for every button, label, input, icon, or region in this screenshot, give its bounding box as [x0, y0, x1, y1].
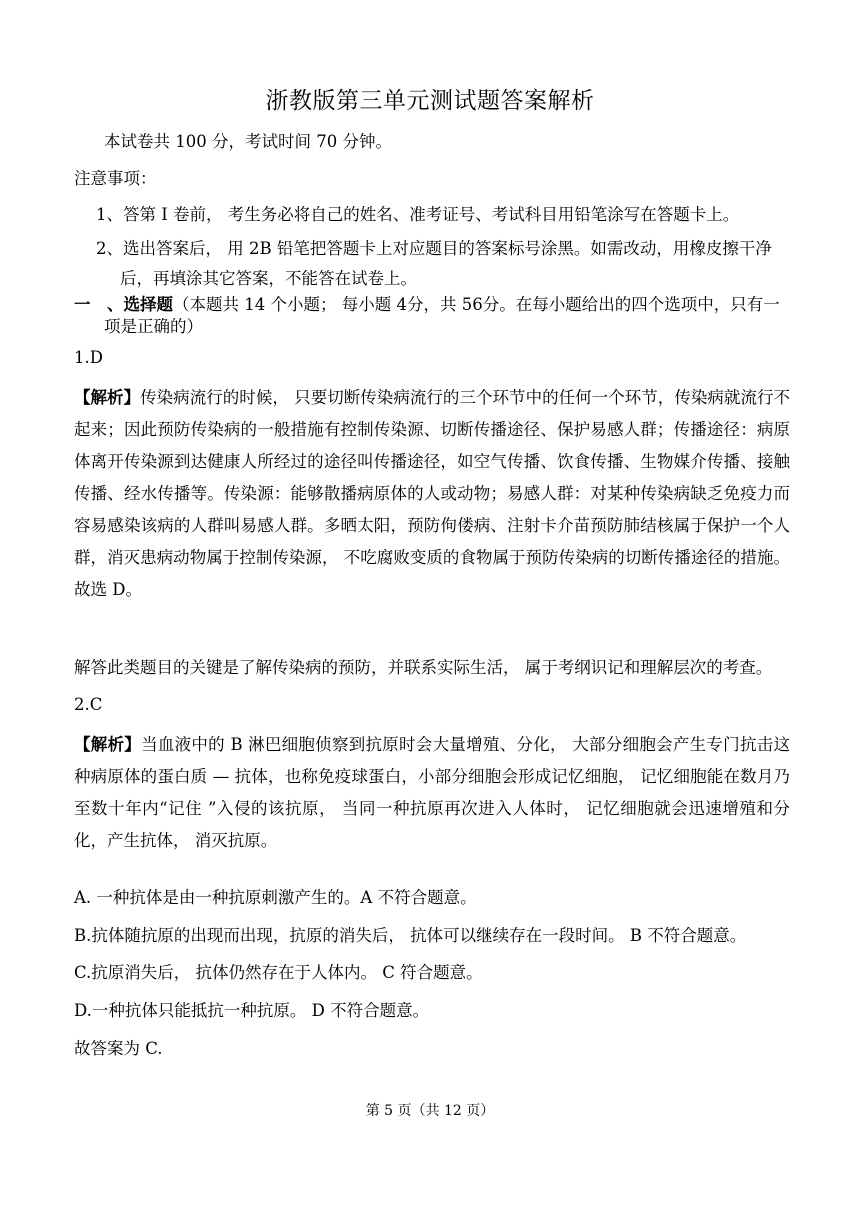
note-2-line-1: 2、选出答案后， 用 2B 铅笔把答题卡上对应题目的答案标号涂黑。如需改动，用橡皮擦干净 — [96, 239, 772, 258]
note-2-line-2: 后，再填涂其它答案，不能答在试卷上。 — [120, 269, 417, 288]
intro-text: 本试卷共 100 分，考试时间 70 分钟。 — [104, 132, 392, 151]
section-heading-line-1 — [74, 294, 780, 316]
q1-analysis — [74, 382, 790, 606]
note-1: 1、答第 Ⅰ 卷前， 考生务必将自己的姓名、准考证号、考试科目用铅笔涂写在答题卡上。 — [96, 205, 740, 224]
q2-analysis — [74, 729, 790, 857]
q1-summary: 解答此类题目的关键是了解传染病的预防，并联系实际生活， 属于考纲识记和理解层次的考查。 — [74, 658, 773, 677]
q2-option-a: A. 一种抗体是由一种抗原刺激产生的。A 不符合题意。 — [74, 888, 477, 907]
q1-analysis-tag: 【解析】 — [74, 388, 141, 407]
q1-answer: 1.D — [74, 348, 103, 367]
q2-analysis-tag: 【解析】 — [74, 735, 142, 754]
q2-answer: 2.C — [74, 695, 103, 714]
page-footer: 第 5 页（共 12 页） — [365, 1103, 495, 1119]
q2-analysis-text: 当血液中的 B 淋巴细胞侦察到抗原时会大量增殖、分化， 大部分细胞会产生专门抗击这种病原体的蛋白质 — 抗体，也称免疫球蛋白，小部分细胞会形成记忆细胞， 记忆细胞能在数月乃至数十年内“记住 ”入侵的该抗原， 当同一种抗原再次进入人体时， 记忆细胞就会迅速增殖和分化，产生抗体， 消灭抗原。 — [74, 735, 790, 850]
q2-conclusion: 故答案为 C. — [74, 1039, 163, 1058]
section-heading-line-2: 项是正确的） — [104, 317, 203, 336]
q2-option-c: C.抗原消失后， 抗体仍然存在于人体内。 C 符合题意。 — [74, 963, 483, 982]
section-description: （本题共 14 个小题； 每小题 4分，共 56分。在每小题给出的四个选项中，只有一 — [173, 295, 780, 314]
q1-analysis-text: 传染病流行的时候， 只要切断传染病流行的三个环节中的任何一个环节，传染病就流行不起来；因此预防传染病的一般措施有控制传染源、切断传播途径、保护易感人群；传播途径：病原体离开传染源到达健康人所经过的途径叫传播途径，如空气传播、饮食传播、生物媒介传播、接触传播、经水传播等。传染源：能够散播病原体的人或动物；易感人群：对某种传染病缺乏免疫力而容易感染该病的人群叫易感人群。多晒太阳，预防佝偻病、注射卡介苗预防肺结核属于保护一个人群，消灭患病动物属于控制传染源， 不吃腐败变质的食物属于预防传染病的切断传播途径的措施。故选 D。 — [74, 388, 791, 599]
q2-option-b: B.抗体随抗原的出现而出现，抗原的消失后， 抗体可以继续存在一段时间。 B 不符合题意。 — [74, 926, 747, 945]
section-title: 选择题 — [123, 295, 173, 314]
document-title: 浙教版第三单元测试题答案解析 — [265, 88, 595, 114]
notes-heading: 注意事项： — [74, 169, 157, 188]
section-marker: 一 、 — [74, 295, 124, 314]
q2-option-d: D.一种抗体只能抵抗一种抗原。 D 不符合题意。 — [74, 1001, 430, 1020]
